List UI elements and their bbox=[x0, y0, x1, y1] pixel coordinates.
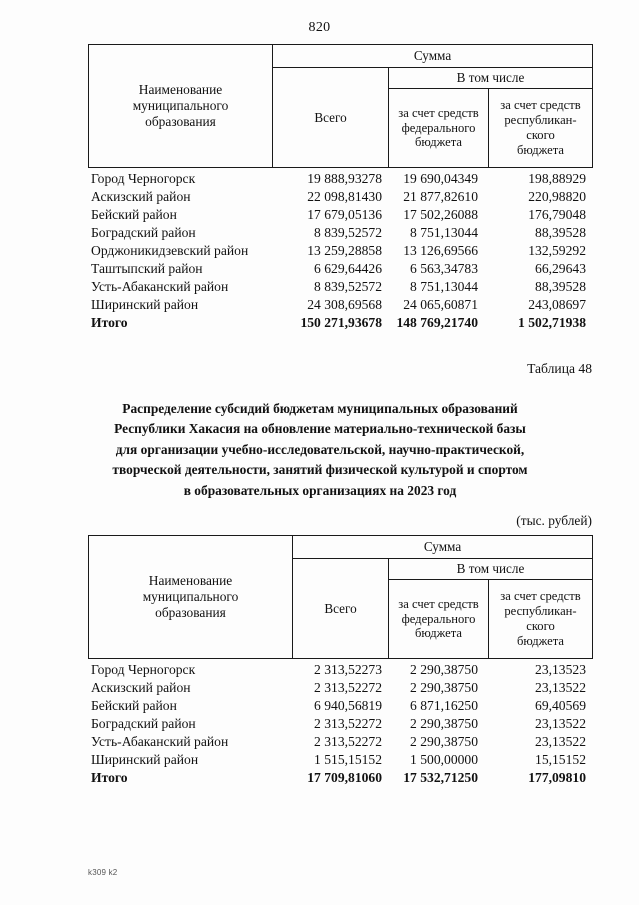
header-summa: Сумма bbox=[273, 45, 593, 68]
cell-republic: 88,39528 bbox=[535, 225, 586, 241]
table-row bbox=[88, 715, 592, 733]
table-2-header-row-1 bbox=[89, 536, 593, 559]
title-line-3: для организации учебно-исследовательской, научно-практической, bbox=[115, 441, 525, 457]
cell-federal: 1 500,00000 bbox=[410, 752, 478, 768]
cell-federal: 2 290,38750 bbox=[410, 662, 478, 677]
cell-federal: 2 290,38750 bbox=[410, 680, 478, 696]
header-name-line-2: муниципального bbox=[142, 589, 239, 605]
cell-federal: 21 877,82610 bbox=[403, 189, 478, 205]
table-row bbox=[88, 679, 592, 697]
table-row bbox=[88, 242, 592, 260]
header-name-line-1: Наименование bbox=[138, 82, 223, 98]
title-line-5: в образовательных организациях на 2023 год bbox=[183, 482, 457, 498]
table-row bbox=[88, 260, 592, 278]
cell-federal: 6 871,16250 bbox=[410, 698, 478, 714]
footer-code: k309 k2 bbox=[88, 868, 118, 877]
header-republic-line-2: республикан- bbox=[504, 604, 577, 619]
cell-republic: 243,08697 bbox=[528, 297, 586, 313]
header-name-line-3: образования bbox=[145, 113, 216, 129]
table-1-header-row-1 bbox=[89, 45, 593, 68]
table-row bbox=[88, 661, 592, 679]
cell-total: 22 098,81430 bbox=[307, 189, 382, 205]
cell-municipality: Орджоникидзевский район bbox=[91, 243, 249, 259]
header-republic-line-1: за счет средств bbox=[500, 589, 581, 604]
cell-federal: 2 290,38750 bbox=[410, 734, 478, 750]
cell-federal: 24 065,60871 bbox=[403, 297, 478, 313]
cell-municipality: Ширинский район bbox=[91, 297, 199, 313]
cell-total: 2 313,52273 bbox=[314, 662, 382, 677]
table-row bbox=[88, 206, 592, 224]
table-row bbox=[88, 224, 592, 242]
table-row bbox=[88, 296, 592, 314]
cell-federal: 17 502,26088 bbox=[403, 207, 478, 223]
cell-republic: 220,98820 bbox=[528, 189, 586, 205]
header-name-line-1: Наименование bbox=[148, 573, 233, 589]
cell-total: 19 888,93278 bbox=[307, 171, 382, 186]
cell-total: 8 839,52572 bbox=[314, 225, 382, 241]
cell-total: 6 629,64426 bbox=[314, 261, 382, 277]
cell-republic: 23,13522 bbox=[535, 716, 586, 732]
header-v-tom-chisle: В том числе bbox=[389, 559, 593, 580]
table-1 bbox=[88, 44, 593, 168]
header-v-tom-chisle: В том числе bbox=[389, 68, 593, 89]
title-line-1: Распределение субсидий бюджетам муниципальных образований bbox=[122, 401, 518, 416]
cell-republic: 69,40569 bbox=[535, 698, 586, 714]
page-number: 820 bbox=[308, 20, 331, 35]
cell-republic: 15,15152 bbox=[535, 752, 586, 768]
cell-federal: 13 126,69566 bbox=[403, 243, 478, 259]
cell-total: 17 709,81060 bbox=[307, 770, 382, 786]
cell-municipality: Итого bbox=[91, 315, 128, 331]
table-2 bbox=[88, 535, 593, 659]
cell-municipality: Итого bbox=[91, 770, 128, 786]
document-title bbox=[60, 399, 580, 501]
cell-municipality: Бейский район bbox=[91, 207, 177, 223]
cell-total: 2 313,52272 bbox=[314, 734, 382, 750]
cell-total: 1 515,15152 bbox=[314, 752, 382, 768]
header-republic-budget bbox=[489, 580, 593, 659]
cell-total: 17 679,05136 bbox=[307, 207, 382, 223]
table-total-row bbox=[88, 769, 592, 787]
cell-municipality: Аскизский район bbox=[91, 680, 191, 696]
cell-republic: 176,79048 bbox=[528, 207, 586, 223]
header-vsego: Всего bbox=[293, 559, 389, 659]
cell-municipality: Бейский район bbox=[91, 698, 177, 714]
header-name-line-3: образования bbox=[155, 604, 226, 620]
cell-total: 2 313,52272 bbox=[314, 680, 382, 696]
header-federal-line-1: за счет средств bbox=[398, 105, 479, 120]
header-republic-line-2: республикан- bbox=[504, 113, 577, 128]
cell-federal: 8 751,13044 bbox=[410, 279, 478, 295]
header-federal-budget bbox=[389, 580, 489, 659]
header-federal-line-3: бюджета bbox=[415, 626, 462, 641]
cell-republic: 23,13523 bbox=[535, 662, 586, 677]
header-federal-line-3: бюджета bbox=[415, 135, 462, 150]
header-republic-budget bbox=[489, 89, 593, 168]
header-federal-line-2: федерального bbox=[401, 611, 476, 626]
header-name-line-2: муниципального bbox=[132, 98, 229, 114]
cell-total: 13 259,28858 bbox=[307, 243, 382, 259]
cell-federal: 6 563,34783 bbox=[410, 261, 478, 277]
cell-total: 24 308,69568 bbox=[307, 297, 382, 313]
cell-federal: 8 751,13044 bbox=[410, 225, 478, 241]
cell-municipality: Боградский район bbox=[91, 716, 196, 732]
cell-republic: 1 502,71938 bbox=[518, 315, 586, 331]
header-federal-line-1: за счет средств bbox=[398, 596, 479, 611]
table-row bbox=[88, 697, 592, 715]
cell-municipality: Аскизский район bbox=[91, 189, 191, 205]
header-federal-line-2: федерального bbox=[401, 120, 476, 135]
cell-republic: 132,59292 bbox=[528, 243, 586, 259]
header-republic-line-4: бюджета bbox=[517, 142, 564, 157]
table-row bbox=[88, 188, 592, 206]
cell-municipality: Город Черногорск bbox=[91, 662, 196, 677]
cell-republic: 177,09810 bbox=[528, 770, 586, 786]
cell-republic: 23,13522 bbox=[535, 734, 586, 750]
cell-total: 2 313,52272 bbox=[314, 716, 382, 732]
header-federal-budget bbox=[389, 89, 489, 168]
cell-municipality: Боградский район bbox=[91, 225, 196, 241]
cell-federal: 148 769,21740 bbox=[396, 315, 478, 331]
header-republic-line-3: ского bbox=[526, 128, 555, 142]
cell-republic: 23,13522 bbox=[535, 680, 586, 696]
cell-municipality: Усть-Абаканский район bbox=[91, 279, 229, 295]
table-caption-48: Таблица 48 bbox=[527, 361, 592, 376]
cell-republic: 198,88929 bbox=[528, 171, 586, 186]
title-line-2: Республики Хакасия на обновление материально-технической базы bbox=[114, 421, 526, 437]
table-row bbox=[88, 751, 592, 769]
header-vsego: Всего bbox=[273, 68, 389, 168]
cell-municipality: Ширинский район bbox=[91, 752, 199, 768]
table-total-row bbox=[88, 314, 592, 332]
table-row bbox=[88, 278, 592, 296]
table-1-body bbox=[88, 170, 592, 332]
cell-federal: 19 690,04349 bbox=[403, 171, 478, 186]
cell-republic: 66,29643 bbox=[535, 261, 586, 277]
header-municipality-name bbox=[89, 45, 273, 168]
cell-total: 6 940,56819 bbox=[314, 698, 382, 714]
cell-total: 150 271,93678 bbox=[300, 315, 382, 331]
cell-republic: 88,39528 bbox=[535, 279, 586, 295]
cell-total: 8 839,52572 bbox=[314, 279, 382, 295]
header-republic-line-3: ского bbox=[526, 619, 555, 633]
cell-federal: 17 532,71250 bbox=[403, 770, 478, 786]
table-2-body bbox=[88, 661, 592, 787]
cell-municipality: Город Черногорск bbox=[91, 171, 196, 186]
units-label: (тыс. рублей) bbox=[516, 513, 592, 528]
cell-federal: 2 290,38750 bbox=[410, 716, 478, 732]
header-republic-line-4: бюджета bbox=[517, 633, 564, 648]
header-republic-line-1: за счет средств bbox=[500, 98, 581, 113]
table-row bbox=[88, 170, 592, 188]
table-row bbox=[88, 733, 592, 751]
cell-municipality: Таштыпский район bbox=[91, 261, 203, 277]
cell-municipality: Усть-Абаканский район bbox=[91, 734, 229, 750]
header-summa: Сумма bbox=[293, 536, 593, 559]
title-line-4: творческой деятельности, занятий физической культурой и спортом bbox=[112, 462, 528, 478]
header-municipality-name bbox=[89, 536, 293, 659]
